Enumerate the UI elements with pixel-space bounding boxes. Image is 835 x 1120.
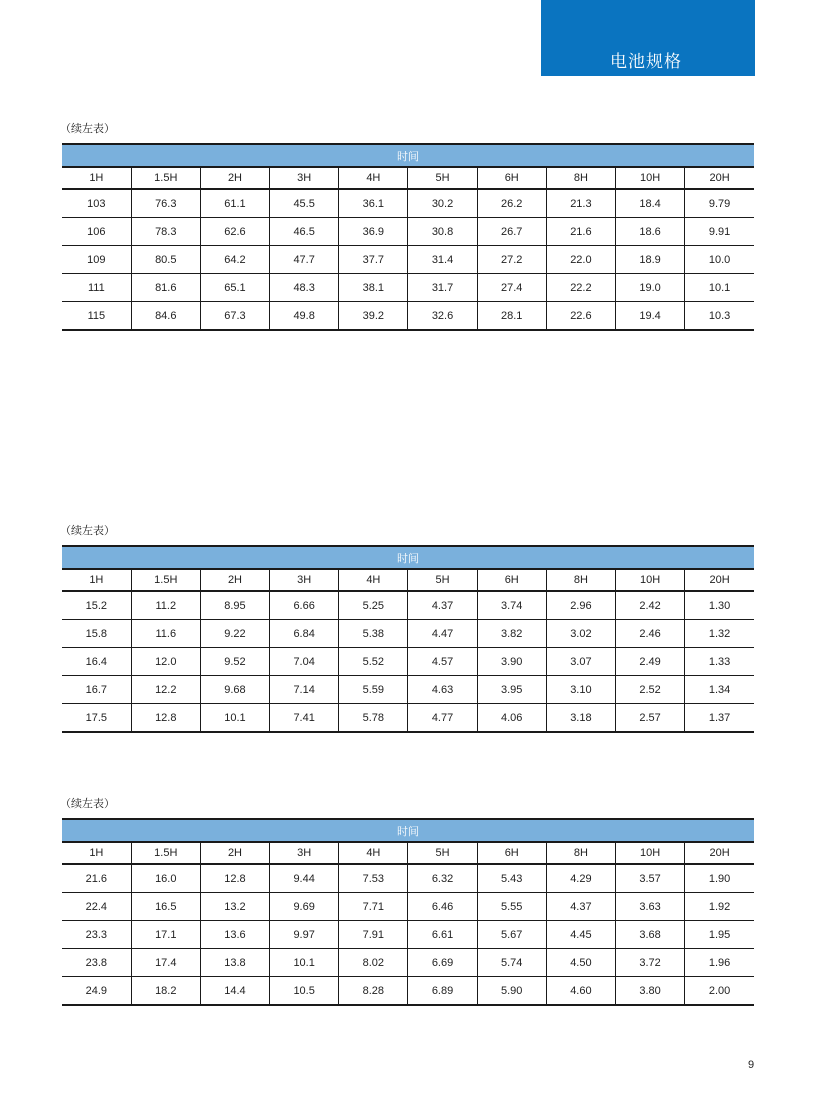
table-row — [62, 189, 754, 218]
column-header: 6H — [477, 569, 546, 591]
table-cell: 10.5 — [270, 977, 339, 1006]
column-header: 10H — [616, 842, 685, 864]
table-cell: 10.1 — [200, 704, 269, 733]
column-header-row — [62, 569, 754, 591]
table-cell: 2.42 — [616, 591, 685, 620]
table-cell: 5.59 — [339, 676, 408, 704]
table-section-1 — [62, 122, 754, 331]
table-row — [62, 977, 754, 1006]
table-cell: 4.50 — [546, 949, 615, 977]
table-cell: 8.28 — [339, 977, 408, 1006]
table-cell: 6.66 — [270, 591, 339, 620]
table-cell: 1.90 — [685, 864, 754, 893]
table-cell: 19.0 — [616, 274, 685, 302]
table-cell: 10.3 — [685, 302, 754, 331]
table-cell: 6.61 — [408, 921, 477, 949]
table-cell: 31.4 — [408, 246, 477, 274]
table-caption: （续左表） — [60, 798, 115, 810]
table-cell: 16.0 — [131, 864, 200, 893]
table-cell: 1.37 — [685, 704, 754, 733]
table-cell: 26.2 — [477, 189, 546, 218]
table-cell: 115 — [62, 302, 131, 331]
table-cell: 7.71 — [339, 893, 408, 921]
column-header: 20H — [685, 569, 754, 591]
table-cell: 3.07 — [546, 648, 615, 676]
table-section-2 — [62, 524, 754, 733]
table-cell: 9.68 — [200, 676, 269, 704]
table-cell: 5.43 — [477, 864, 546, 893]
table-cell: 24.9 — [62, 977, 131, 1006]
column-header: 8H — [546, 569, 615, 591]
table-cell: 5.74 — [477, 949, 546, 977]
table-cell: 23.8 — [62, 949, 131, 977]
table-cell: 16.7 — [62, 676, 131, 704]
table-section-3 — [62, 797, 754, 1006]
table-cell: 19.4 — [616, 302, 685, 331]
table-cell: 5.25 — [339, 591, 408, 620]
table-row — [62, 302, 754, 331]
table-cell: 2.46 — [616, 620, 685, 648]
table-cell: 3.95 — [477, 676, 546, 704]
table-cell: 4.57 — [408, 648, 477, 676]
column-header: 2H — [200, 167, 269, 189]
table-body — [62, 189, 754, 330]
table-cell: 37.7 — [339, 246, 408, 274]
column-header: 6H — [477, 167, 546, 189]
discharge-table-1 — [62, 143, 754, 331]
table-cell: 6.84 — [270, 620, 339, 648]
table-cell: 78.3 — [131, 218, 200, 246]
table-row — [62, 949, 754, 977]
column-header: 3H — [270, 842, 339, 864]
table-row — [62, 218, 754, 246]
table-cell: 23.3 — [62, 921, 131, 949]
table-cell: 7.91 — [339, 921, 408, 949]
column-header: 1H — [62, 842, 131, 864]
table-cell: 4.29 — [546, 864, 615, 893]
column-header: 4H — [339, 569, 408, 591]
table-cell: 106 — [62, 218, 131, 246]
table-cell: 4.63 — [408, 676, 477, 704]
table-row — [62, 620, 754, 648]
table-cell: 28.1 — [477, 302, 546, 331]
column-header-row — [62, 167, 754, 189]
table-cell: 7.41 — [270, 704, 339, 733]
table-cell: 4.45 — [546, 921, 615, 949]
table-cell: 4.37 — [546, 893, 615, 921]
table-cell: 16.5 — [131, 893, 200, 921]
table-cell: 21.6 — [62, 864, 131, 893]
table-cell: 11.2 — [131, 591, 200, 620]
column-header: 10H — [616, 569, 685, 591]
discharge-table-2 — [62, 545, 754, 733]
table-cell: 111 — [62, 274, 131, 302]
table-cell: 9.22 — [200, 620, 269, 648]
table-cell: 64.2 — [200, 246, 269, 274]
table-cell: 3.72 — [616, 949, 685, 977]
table-cell: 45.5 — [270, 189, 339, 218]
table-row — [62, 864, 754, 893]
table-cell: 1.96 — [685, 949, 754, 977]
table-cell: 3.63 — [616, 893, 685, 921]
table-cell: 65.1 — [200, 274, 269, 302]
table-cell: 12.2 — [131, 676, 200, 704]
table-cell: 9.97 — [270, 921, 339, 949]
column-header: 20H — [685, 167, 754, 189]
table-cell: 5.55 — [477, 893, 546, 921]
table-cell: 22.0 — [546, 246, 615, 274]
column-header: 5H — [408, 842, 477, 864]
table-cell: 49.8 — [270, 302, 339, 331]
table-cell: 6.69 — [408, 949, 477, 977]
section-title: 电池规格 — [610, 52, 682, 71]
table-cell: 22.2 — [546, 274, 615, 302]
table-cell: 9.52 — [200, 648, 269, 676]
column-header: 5H — [408, 569, 477, 591]
column-header: 2H — [200, 569, 269, 591]
table-cell: 48.3 — [270, 274, 339, 302]
table-row — [62, 591, 754, 620]
table-cell: 3.80 — [616, 977, 685, 1006]
table-row — [62, 246, 754, 274]
table-cell: 27.4 — [477, 274, 546, 302]
header-banner — [541, 0, 755, 76]
table-cell: 14.4 — [200, 977, 269, 1006]
table-cell: 2.00 — [685, 977, 754, 1006]
table-cell: 3.90 — [477, 648, 546, 676]
table-cell: 3.10 — [546, 676, 615, 704]
table-cell: 80.5 — [131, 246, 200, 274]
table-cell: 9.79 — [685, 189, 754, 218]
table-cell: 4.77 — [408, 704, 477, 733]
table-cell: 15.2 — [62, 591, 131, 620]
table-cell: 5.52 — [339, 648, 408, 676]
column-header: 4H — [339, 842, 408, 864]
column-header: 8H — [546, 167, 615, 189]
column-header: 8H — [546, 842, 615, 864]
table-cell: 30.2 — [408, 189, 477, 218]
column-header: 6H — [477, 842, 546, 864]
table-cell: 30.8 — [408, 218, 477, 246]
table-cell: 16.4 — [62, 648, 131, 676]
column-header: 4H — [339, 167, 408, 189]
table-cell: 3.82 — [477, 620, 546, 648]
table-cell: 7.04 — [270, 648, 339, 676]
table-cell: 5.38 — [339, 620, 408, 648]
table-cell: 9.91 — [685, 218, 754, 246]
table-cell: 8.02 — [339, 949, 408, 977]
table-cell: 4.06 — [477, 704, 546, 733]
table-cell: 10.0 — [685, 246, 754, 274]
column-header: 3H — [270, 569, 339, 591]
table-caption: （续左表） — [60, 123, 115, 135]
table-cell: 13.6 — [200, 921, 269, 949]
table-cell: 39.2 — [339, 302, 408, 331]
table-cell: 12.8 — [200, 864, 269, 893]
table-cell: 3.57 — [616, 864, 685, 893]
table-cell: 1.32 — [685, 620, 754, 648]
column-header: 10H — [616, 167, 685, 189]
table-cell: 26.7 — [477, 218, 546, 246]
table-cell: 3.74 — [477, 591, 546, 620]
table-cell: 17.1 — [131, 921, 200, 949]
table-cell: 22.4 — [62, 893, 131, 921]
table-row — [62, 274, 754, 302]
table-row — [62, 704, 754, 733]
table-cell: 15.8 — [62, 620, 131, 648]
table-cell: 18.6 — [616, 218, 685, 246]
table-cell: 1.30 — [685, 591, 754, 620]
table-cell: 109 — [62, 246, 131, 274]
column-header: 3H — [270, 167, 339, 189]
table-cell: 2.96 — [546, 591, 615, 620]
table-cell: 3.68 — [616, 921, 685, 949]
table-cell: 5.67 — [477, 921, 546, 949]
table-cell: 21.3 — [546, 189, 615, 218]
discharge-table-3 — [62, 818, 754, 1006]
table-cell: 11.6 — [131, 620, 200, 648]
table-cell: 47.7 — [270, 246, 339, 274]
table-cell: 17.5 — [62, 704, 131, 733]
table-cell: 36.1 — [339, 189, 408, 218]
table-cell: 17.4 — [131, 949, 200, 977]
table-cell: 3.18 — [546, 704, 615, 733]
table-cell: 18.9 — [616, 246, 685, 274]
column-header: 1H — [62, 569, 131, 591]
column-header-row — [62, 842, 754, 864]
table-cell: 10.1 — [685, 274, 754, 302]
table-cell: 4.37 — [408, 591, 477, 620]
table-body — [62, 591, 754, 732]
table-body — [62, 864, 754, 1005]
column-header: 20H — [685, 842, 754, 864]
table-cell: 21.6 — [546, 218, 615, 246]
table-row — [62, 648, 754, 676]
table-cell: 5.90 — [477, 977, 546, 1006]
table-cell: 81.6 — [131, 274, 200, 302]
table-cell: 6.46 — [408, 893, 477, 921]
table-cell: 8.95 — [200, 591, 269, 620]
column-header: 1.5H — [131, 569, 200, 591]
table-cell: 10.1 — [270, 949, 339, 977]
table-cell: 1.92 — [685, 893, 754, 921]
table-cell: 31.7 — [408, 274, 477, 302]
table-cell: 2.52 — [616, 676, 685, 704]
table-cell: 46.5 — [270, 218, 339, 246]
column-header: 2H — [200, 842, 269, 864]
column-header: 1.5H — [131, 167, 200, 189]
table-cell: 9.44 — [270, 864, 339, 893]
table-row — [62, 921, 754, 949]
table-row — [62, 893, 754, 921]
table-caption: （续左表） — [60, 525, 115, 537]
column-header: 1H — [62, 167, 131, 189]
table-cell: 18.4 — [616, 189, 685, 218]
table-cell: 12.8 — [131, 704, 200, 733]
page-number: 9 — [748, 1059, 755, 1071]
table-cell: 13.8 — [200, 949, 269, 977]
table-cell: 22.6 — [546, 302, 615, 331]
table-cell: 3.02 — [546, 620, 615, 648]
table-cell: 13.2 — [200, 893, 269, 921]
table-cell: 9.69 — [270, 893, 339, 921]
table-cell: 18.2 — [131, 977, 200, 1006]
table-cell: 103 — [62, 189, 131, 218]
table-cell: 32.6 — [408, 302, 477, 331]
table-cell: 2.57 — [616, 704, 685, 733]
table-cell: 84.6 — [131, 302, 200, 331]
column-header: 5H — [408, 167, 477, 189]
table-cell: 6.89 — [408, 977, 477, 1006]
table-cell: 7.14 — [270, 676, 339, 704]
table-cell: 5.78 — [339, 704, 408, 733]
table-cell: 1.34 — [685, 676, 754, 704]
time-group-header: 时间 — [62, 546, 754, 569]
table-cell: 1.33 — [685, 648, 754, 676]
table-cell: 67.3 — [200, 302, 269, 331]
table-cell: 61.1 — [200, 189, 269, 218]
time-group-header: 时间 — [62, 144, 754, 167]
table-cell: 4.47 — [408, 620, 477, 648]
time-group-header: 时间 — [62, 819, 754, 842]
table-cell: 76.3 — [131, 189, 200, 218]
table-cell: 36.9 — [339, 218, 408, 246]
table-row — [62, 676, 754, 704]
table-cell: 38.1 — [339, 274, 408, 302]
table-cell: 62.6 — [200, 218, 269, 246]
table-cell: 27.2 — [477, 246, 546, 274]
table-cell: 4.60 — [546, 977, 615, 1006]
table-cell: 6.32 — [408, 864, 477, 893]
table-cell: 7.53 — [339, 864, 408, 893]
table-cell: 1.95 — [685, 921, 754, 949]
table-cell: 2.49 — [616, 648, 685, 676]
table-cell: 12.0 — [131, 648, 200, 676]
column-header: 1.5H — [131, 842, 200, 864]
